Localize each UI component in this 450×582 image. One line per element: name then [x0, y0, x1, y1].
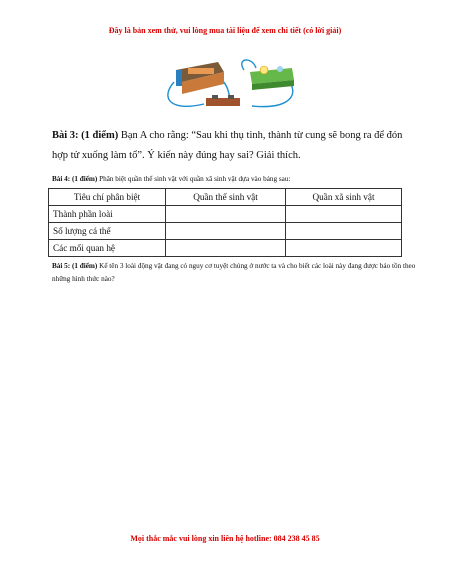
question-5-text: Kể tên 3 loài động vật đang có nguy cơ tuyệt chủng ở nước ta và cho biết các loài này đang được bảo tồn theo những hình thức nào? — [52, 262, 416, 283]
table-cell — [166, 223, 286, 240]
question-4-label: Bài 4: (1 điểm) — [52, 175, 98, 183]
question-3 — [52, 126, 412, 166]
circuit-illustration — [164, 50, 302, 114]
table-row — [49, 223, 402, 240]
table-cell — [286, 240, 402, 257]
hotline-notice: Mọi thắc mắc vui lòng xin liên hệ hotline: 084 238 45 85 — [130, 534, 320, 543]
table-cell — [166, 206, 286, 223]
question-5 — [52, 260, 422, 286]
question-3-label: Bài 3: (1 điểm) — [52, 130, 119, 141]
table-cell — [166, 240, 286, 257]
question-4-text: Phân biệt quần thể sinh vật với quần xã sinh vật dựa vào bảng sau: — [97, 175, 291, 183]
table-row — [49, 206, 402, 223]
table-header: Tiêu chí phân biệt — [49, 189, 166, 206]
table-row-label: Số lượng cá thể — [49, 223, 166, 240]
question-5-label: Bài 5: (1 điểm) — [52, 262, 98, 270]
table-row-label: Thành phần loài — [49, 206, 166, 223]
question-3-text: Bạn A cho rằng: “Sau khi thụ tinh, thành từ cung sẽ bong ra để đón hợp tử xuống làm tổ”. Ý kiến này đúng hay sai? Giải thích. — [52, 130, 403, 161]
comparison-table — [48, 188, 402, 257]
table-header-row — [49, 189, 402, 206]
table-row-label: Các mối quan hệ — [49, 240, 166, 257]
table-cell — [286, 223, 402, 240]
table-cell — [286, 206, 402, 223]
table-row — [49, 240, 402, 257]
question-4 — [52, 173, 422, 185]
table-header: Quần thể sinh vật — [166, 189, 286, 206]
table-header: Quần xã sinh vật — [286, 189, 402, 206]
preview-notice: Đây là bản xem thử, vui lòng mua tài liệu để xem chi tiết (có lời giải) — [108, 26, 342, 35]
